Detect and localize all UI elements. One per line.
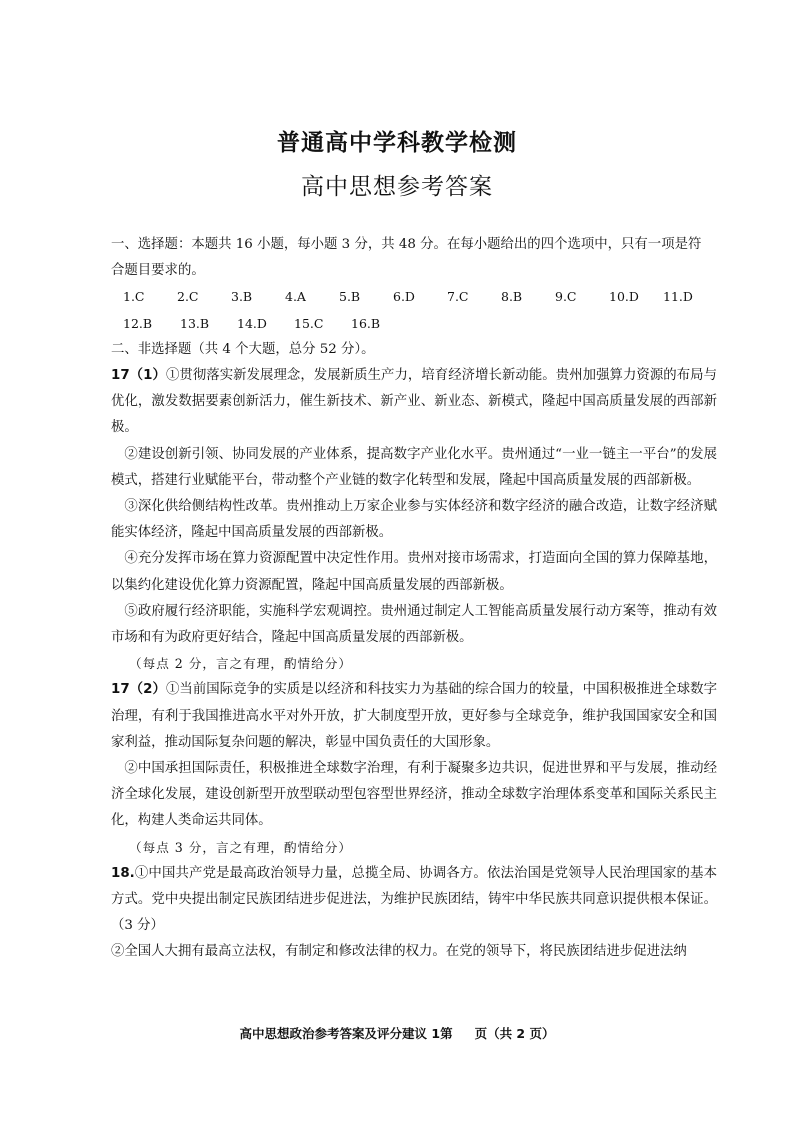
answer-item: 5.B xyxy=(339,289,361,305)
section1-heading-line1: 一、选择题：本题共 16 小题，每小题 3 分，共 48 分。在每小题给出的四个选项中，只有一项是符 xyxy=(111,237,702,252)
q17-1-paragraph-4: ④充分发挥市场在算力资源配置中决定性作用。贵州对接市场需求，打造面向全国的算力保障基地，以集约化建设优化算力资源配置，隆起中国高质量发展的西部新极。 xyxy=(111,551,717,593)
question-number: 18. xyxy=(111,865,135,881)
section2-heading: 二、非选择题（共 4 个大题，总分 52 分）。 xyxy=(111,341,375,357)
paragraph-text: ①当前国际竞争的实质是以经济和科技实力为基础的综合国力的较量，中国积极推进全球数字治理，有利于我国推进高水平对外开放，扩大制度型开放，更好参与全球竞争，维护我国国家安全和国家利益，推动国际复杂问题的解决，彰显中国负责任的大国形象。 xyxy=(111,682,717,750)
section1-heading-line2: 合题目要求的。 xyxy=(111,263,205,279)
answer-item: 2.C xyxy=(177,289,199,305)
page-title: 普通高中学科教学检测 xyxy=(277,130,517,156)
q17-1-scoring-note: （每点 2 分，言之有理，酌情给分） xyxy=(129,656,352,672)
page-subtitle: 高中思想参考答案 xyxy=(301,174,493,200)
answer-item: 3.B xyxy=(231,289,253,305)
question-number: 17（2） xyxy=(111,682,166,698)
answer-item: 9.C xyxy=(555,289,577,305)
footer-text-a: 高中思想政治参考答案及评分建议 1第 xyxy=(239,1026,453,1041)
q18-paragraph-1 xyxy=(111,861,717,940)
answer-item: 15.C xyxy=(294,315,324,331)
answer-item: 13.B xyxy=(180,315,210,331)
paragraph-text: ①中国共产党是最高政治领导力量，总揽全局、协调各方。依法治国是党领导人民治理国家的基本方式。党中央提出制定民族团结进步促进法，为维护民族团结，铸牢中华民族共同意识提供根本保证。（3 分） xyxy=(111,865,717,934)
footer-text-b: 页（共 2 页） xyxy=(474,1026,555,1041)
q17-2-paragraph-1 xyxy=(111,677,717,756)
q17-1-paragraph-1 xyxy=(111,363,717,442)
answer-item: 1.C xyxy=(123,289,145,305)
answer-item: 14.D xyxy=(237,315,267,331)
answer-item: 10.D xyxy=(609,289,639,305)
q17-2-paragraph-2: ②中国承担国际责任，积极推进全球数字治理，有利于凝聚多边共识，促进世界和平与发展，推动经济全球化发展，建设创新型开放型联动型包容型世界经济，推动全球数字治理体系变革和国际关系民主化，构建人类命运共同体。 xyxy=(111,761,717,829)
q17-1-paragraph-5: ⑤政府履行经济职能，实施科学宏观调控。贵州通过制定人工智能高质量发展行动方案等，推动有效市场和有为政府更好结合，隆起中国高质量发展的西部新极。 xyxy=(111,603,717,646)
q17-1-paragraph-3: ③深化供给侧结构性改革。贵州推动上万家企业参与实体经济和数字经济的融合改造，让数字经济赋能实体经济，隆起中国高质量发展的西部新极。 xyxy=(111,499,717,541)
answers-row-1 xyxy=(111,284,717,310)
answer-item: 12.B xyxy=(123,315,153,331)
page-footer xyxy=(0,1024,794,1042)
q17-2-scoring-note: （每点 3 分，言之有理，酌情给分） xyxy=(129,839,352,855)
answer-item: 7.C xyxy=(447,289,469,305)
answer-item: 16.B xyxy=(351,315,381,331)
answers-row-2 xyxy=(111,311,717,337)
q17-1-paragraph-2: ②建设创新引领、协同发展的产业体系，提高数字产业化水平。贵州通过“一业一链主一平台”的发展模式，搭建行业赋能平台，带动整个产业链的数字化转型和发展，隆起中国高质量发展的西部新极。 xyxy=(111,446,717,488)
paragraph-text: ①贯彻落实新发展理念，发展新质生产力，培育经济增长新动能。贵州加强算力资源的布局与优化，激发数据要素创新活力，催生新技术、新产业、新业态、新模式，隆起中国高质量发展的西部新极。 xyxy=(111,368,717,436)
answer-item: 4.A xyxy=(285,289,306,305)
q18-paragraph-2: ②全国人大拥有最高立法权，有制定和修改法律的权力。在党的领导下，将民族团结进步促进法纳 xyxy=(111,944,687,960)
answer-item: 11.D xyxy=(663,289,693,305)
answer-item: 8.B xyxy=(501,289,523,305)
question-number: 17（1） xyxy=(111,368,166,384)
answer-item: 6.D xyxy=(393,289,415,305)
answer-content xyxy=(111,232,717,966)
